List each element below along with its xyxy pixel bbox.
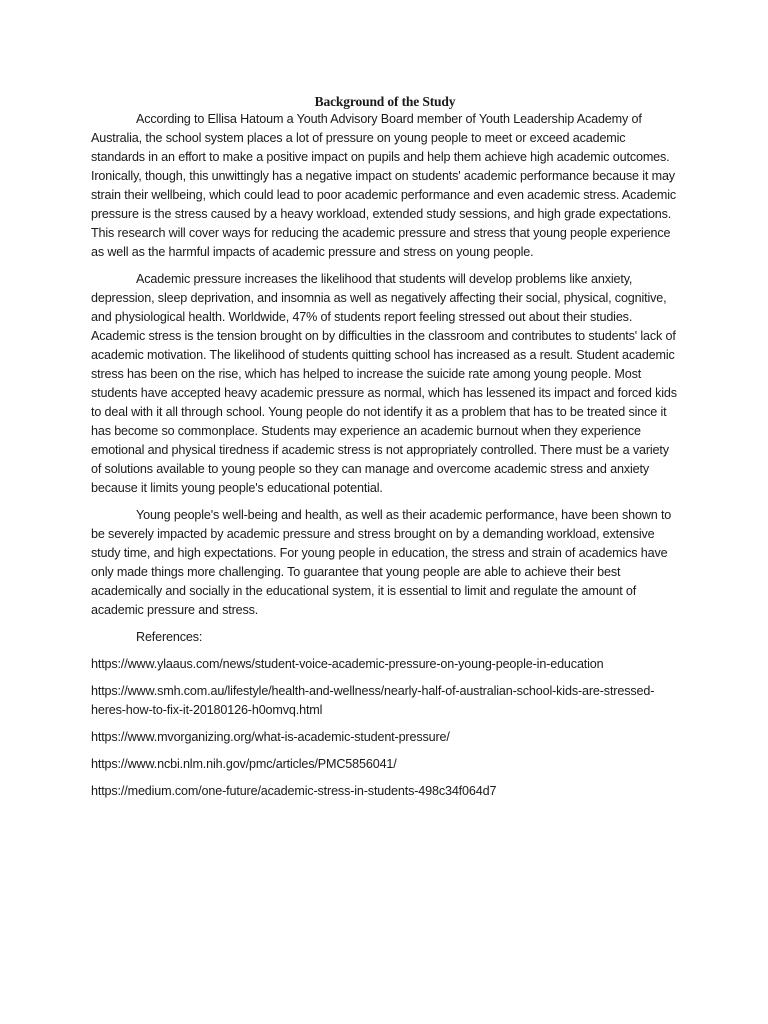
document-page: [91, 94, 679, 809]
reference-link[interactable]: https://medium.com/one-future/academic-stress-in-students-498c34f064d7: [91, 784, 497, 798]
reference-link[interactable]: https://www.ncbi.nlm.nih.gov/pmc/articles/PMC5856041/: [91, 757, 397, 771]
reference-link[interactable]: https://www.smh.com.au/lifestyle/health-and-wellness/nearly-half-of-australian-school-kids-are-stressed-heres-how-to-fix-it-20180126-h0omvq.html: [91, 684, 655, 717]
document-title: Background of the Study: [314, 94, 456, 109]
reference-link[interactable]: https://www.ylaaus.com/news/student-voice-academic-pressure-on-young-people-in-education: [91, 657, 604, 671]
reference-link[interactable]: https://www.mvorganizing.org/what-is-academic-student-pressure/: [91, 730, 450, 744]
paragraph-intro: According to Ellisa Hatoum a Youth Advisory Board member of Youth Leadership Academy of Australia, the school system places a lot of pressure on young people to meet or exceed academic standards in an effort to make a positive impact on pupils and help them achieve high academic outcomes. Ironically, though, this unwittingly has a negative impact on students' academic performance because it may strain their wellbeing, which could lead to poor academic performance and even academic stress. Academic pressure is the stress caused by a heavy workload, extended study sessions, and high grade expectations. This research will cover ways for reducing the academic pressure and stress that young people experience as well as the harmful impacts of academic pressure and stress on young people.: [91, 112, 677, 259]
paragraph-effects: Academic pressure increases the likelihood that students will develop problems like anxiety, depression, sleep deprivation, and insomnia as well as negatively affecting their social, physical, cognitive, and physiological health. Worldwide, 47% of students report feeling stressed out about their studies. Academic stress is the tension brought on by difficulties in the classroom and contributes to students' lack of academic motivation. The likelihood of students quitting school has increased as a result. Student academic stress has been on the rise, which has helped to increase the suicide rate among young people. Most students have accepted heavy academic pressure as normal, which has lessened its impact and forced kids to deal with it all through school. Young people do not identify it as a problem that has to be treated since it has become so commonplace. Students may experience an academic burnout when they experience emotional and physical tiredness if academic stress is not appropriately controlled. There must be a variety of solutions available to young people so they can manage and overcome academic stress and anxiety because it limits young people's educational potential.: [91, 272, 677, 495]
paragraph-conclusion: Young people's well-being and health, as well as their academic performance, have been shown to be severely impacted by academic pressure and stress brought on by a demanding workload, extensive study time, and high expectations. For young people in education, the stress and strain of academics have only made things more challenging. To guarantee that young people are able to achieve their best academically and socially in the educational system, it is essential to limit and regulate the amount of academic pressure and stress.: [91, 508, 672, 617]
references-heading: References:: [136, 630, 203, 644]
